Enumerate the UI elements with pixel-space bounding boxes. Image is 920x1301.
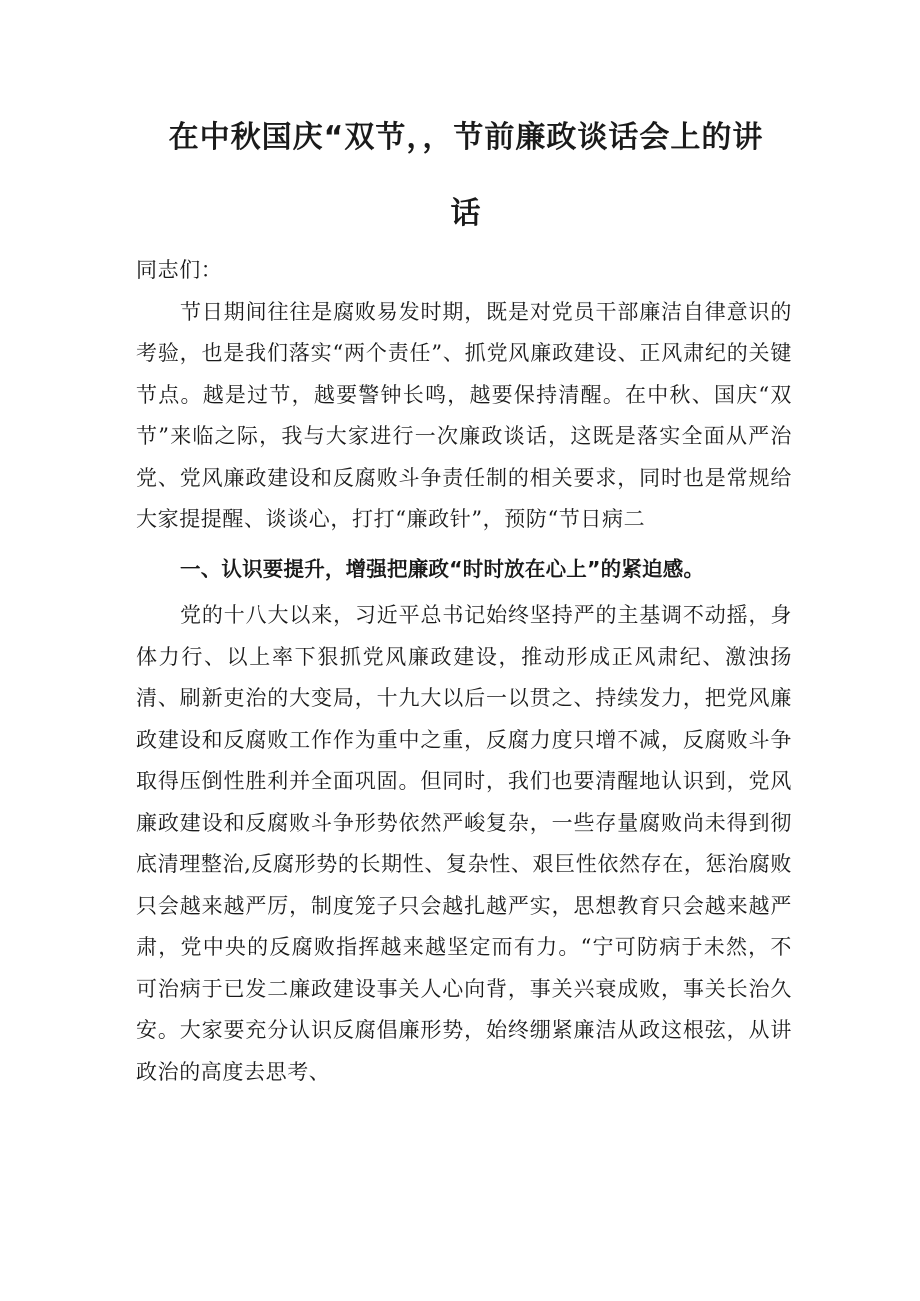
document-title-line-1: 在中秋国庆“双节，，节前廉政谈话会上的讲 [168,120,764,155]
document-title-line-2: 话 [450,196,482,231]
intro-paragraph: 节日期间往往是腐败易发时期，既是对党员干部廉洁自律意识的考验，也是我们落实“两个责任”、抓党风廉政建设、正风肃纪的关键节点。越是过节，越要警钟长鸣，越要保持清醒。在中秋、国庆“双节”来临之际，我与大家进行一次廉政谈话，这既是落实全面从严治党、党风廉政建设和反腐败斗争责任制的相关要求，同时也是常规给大家提提醒、谈谈心，打打“廉政针”，预防“节日病二 [136,299,792,531]
section-heading: 一、认识要提升，增强把廉政“时时放在心上”的紧迫感。 [180,556,705,581]
salutation: 同志们： [136,258,223,282]
section-paragraph: 党的十八大以来，习近平总书记始终坚持严的主基调不动摇，身体力行、以上率下狠抓党风廉政建设，推动形成正风肃纪、激浊扬清、刷新吏治的大变局，十九大以后一以贯之、持续发力，把党风廉政建设和反腐败工作作为重中之重，反腐力度只增不减，反腐败斗争取得压倒性胜利并全面巩固。但同时，我们也要清醒地认识到，党风廉政建设和反腐败斗争形势依然严峻复杂，一些存量腐败尚未得到彻底清理整治,反腐形势的长期性、复杂性、艰巨性依然存在，惩治腐败只会越来越严厉，制度笼子只会越扎越严实，思想教育只会越来越严肃，党中央的反腐败指挥越来越坚定而有力。“宁可防病于未然，不可治病于已发二廉政建设事关人心向背，事关兴衰成败，事关长治久安。大家要充分认识反腐倡廉形势，始终绷紧廉洁从政这根弦，从讲政治的高度去思考、 [136,603,792,1084]
document-body [136,250,792,1093]
